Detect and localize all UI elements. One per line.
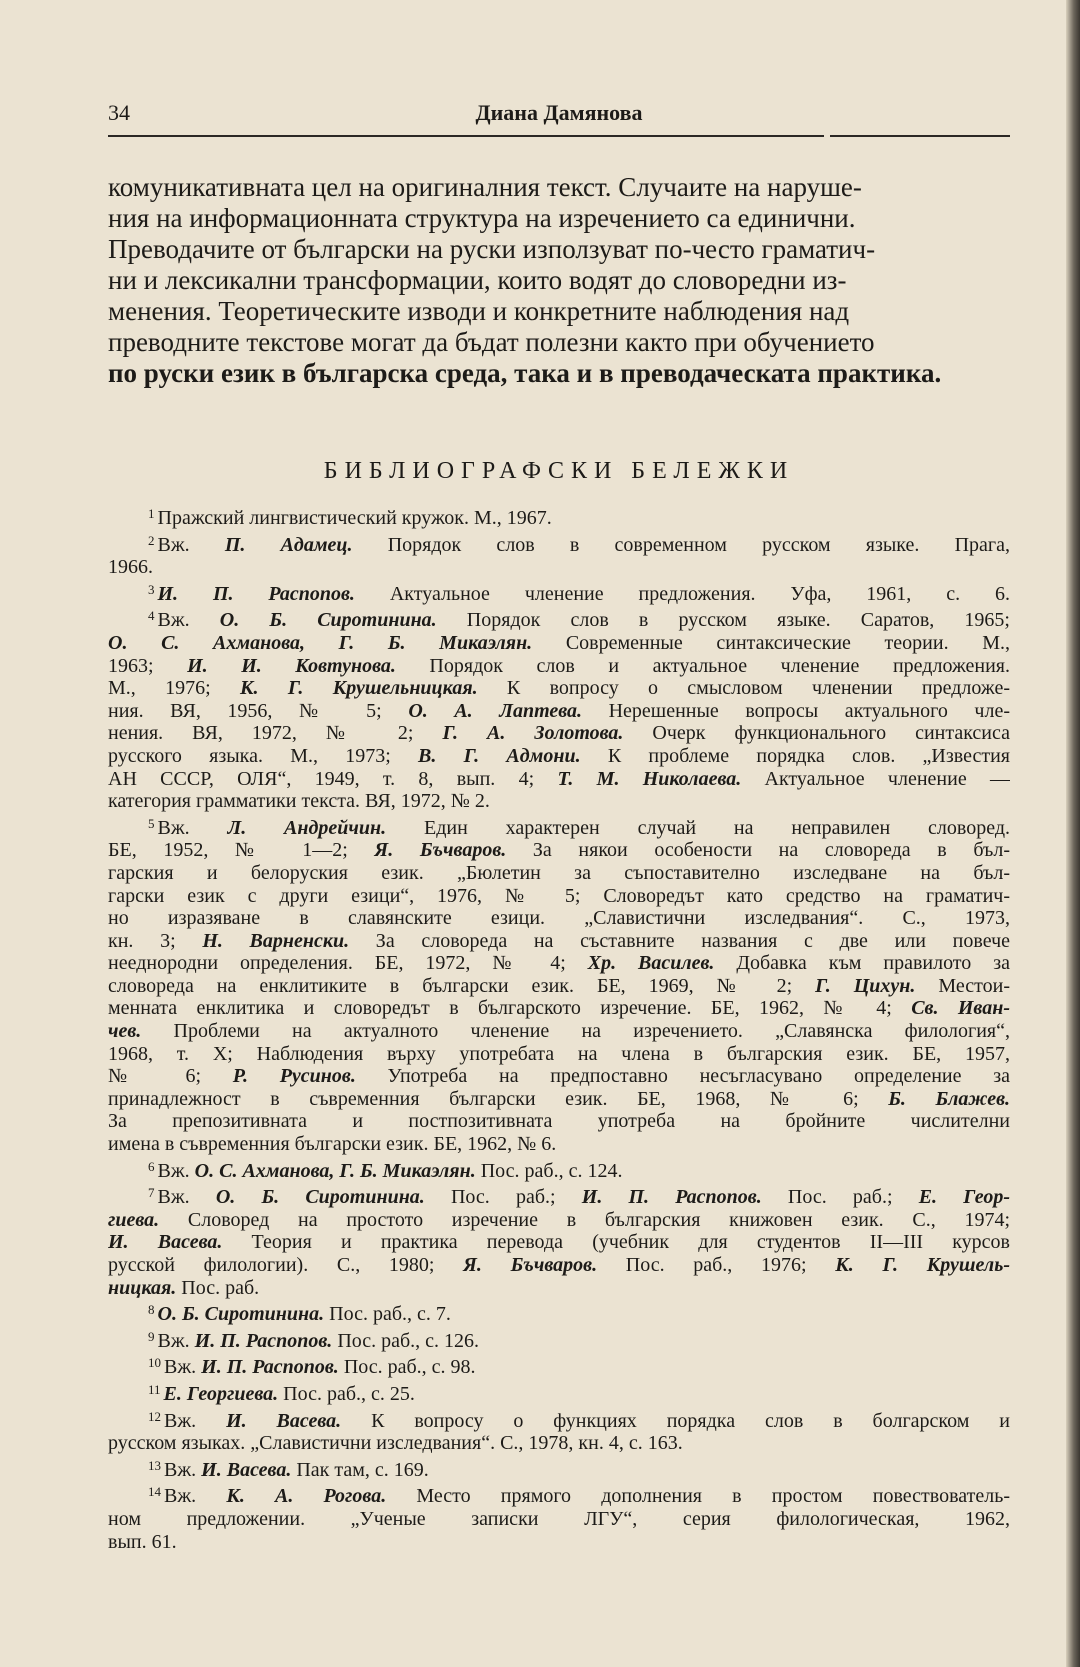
note-text: словореда на енклитиките в български език. БЕ, 1969, № 2;	[108, 974, 816, 997]
author-name: И. Васева.	[201, 1458, 292, 1481]
footnote-7-cont	[108, 1254, 1010, 1277]
author-name: К. А. Рогова.	[226, 1485, 387, 1508]
footnote-13	[108, 1455, 1010, 1482]
footnote-5-cont: 1968, т. X; Наблюдения върху употребата на члена в българския език. БЕ, 1957,	[108, 1042, 1010, 1065]
footnote-number: 2	[148, 532, 155, 548]
footnote-4-cont	[108, 655, 1010, 678]
note-text: Вж.	[164, 1356, 202, 1379]
note-text: 1963;	[108, 654, 188, 677]
author-name: О. Б. Сиротинина.	[157, 1303, 325, 1326]
note-text: Словоред на простото изречение в българския книжовен език. С., 1974;	[159, 1208, 1010, 1231]
body-line: ния на информационната структура на изречението са единични.	[108, 203, 856, 233]
author-name: В. Г. Адмони.	[418, 744, 581, 767]
note-text: Теория и практика перевода (учебник для студентов II—III курсов	[222, 1231, 1010, 1254]
body-line: менения. Теоретическите изводи и конкретните наблюдения над	[108, 296, 850, 326]
footnote-number: 14	[148, 1484, 161, 1500]
body-line: Преводачите от български на руски използуват по-често граматич-	[108, 234, 876, 264]
footnote-10	[108, 1352, 1010, 1379]
body-line: по руски език в българска среда, така и в преводаческата практика.	[108, 358, 942, 388]
footnote-12	[108, 1406, 1010, 1433]
note-text: Вж.	[157, 609, 220, 632]
author-name: О. С. Ахманова, Г. Б. Микаэлян.	[194, 1159, 476, 1182]
note-text: Вж.	[164, 1458, 202, 1481]
footnote-number: 10	[148, 1355, 161, 1371]
footnote-number: 4	[148, 608, 155, 624]
footnote-number: 8	[148, 1302, 155, 1318]
footnote-number: 6	[148, 1158, 155, 1174]
author-name: Н. Варненски.	[202, 929, 350, 952]
header-rule-right	[830, 135, 1010, 137]
note-text: Место прямого дополнения в простом повествователь-	[386, 1485, 1010, 1508]
author-name: Я. Бъчваров.	[374, 839, 507, 862]
footnote-14	[108, 1481, 1010, 1508]
note-text: Пос. раб., с. 126.	[332, 1329, 480, 1352]
note-text: принадлежност в съвременния български език. БЕ, 1968, № 6;	[108, 1087, 889, 1110]
note-text: К вопросу о функциях порядка слов в болгарском и	[341, 1409, 1010, 1432]
book-spine-edge	[1066, 0, 1080, 1667]
bibliography-heading: БИБЛИОГРАФСКИ БЕЛЕЖКИ	[323, 458, 795, 484]
note-text: Вж.	[164, 1485, 227, 1508]
footnote-5-cont: гарския и белоруския език. „Бюлетин за съпоставително изследване на бъл-	[108, 861, 1010, 884]
note-text: Местои-	[915, 974, 1010, 997]
footnote-5-cont: имена в съвременния български език. БЕ, 1962, № 6.	[108, 1133, 557, 1156]
footnote-4-cont	[108, 722, 1010, 745]
author-name: чев.	[108, 1020, 142, 1043]
note-text: Вж.	[157, 1159, 195, 1182]
footnote-4-cont	[108, 700, 1010, 723]
footnote-number: 3	[148, 581, 155, 597]
author-name: И. П. Распопов.	[581, 1186, 762, 1209]
footnote-14-cont: вып. 61.	[108, 1530, 177, 1553]
footnote-14-cont: ном предложении. „Ученые записки ЛГУ“, серия филологическая, 1962,	[108, 1507, 1010, 1530]
note-text: менната енклитика и словоредът в българското изречение. БЕ, 1962, № 4;	[108, 997, 912, 1020]
body-line: комуникативната цел на оригиналния текст. Случаите на наруше-	[108, 172, 862, 202]
footnote-6	[108, 1156, 1010, 1183]
footnote-number: 5	[148, 815, 155, 831]
author-name: О. А. Лаптева.	[408, 699, 583, 722]
note-text: Порядок слов в русском языке. Саратов, 1965;	[436, 609, 1010, 632]
footnote-5-cont	[108, 1088, 1010, 1111]
note-text: Пос. раб., с. 7.	[324, 1303, 451, 1326]
footnote-12-cont: русском языках. „Славистични изследвания“. С., 1978, кн. 4, с. 163.	[108, 1432, 683, 1455]
note-text: № 6;	[108, 1065, 233, 1088]
body-paragraph	[108, 172, 1010, 389]
footnote-8	[108, 1299, 1010, 1326]
footnote-2	[108, 530, 1010, 557]
footnote-7	[108, 1182, 1010, 1209]
note-text: Актуальное членение —	[741, 767, 1010, 790]
note-text: К проблеме порядка слов. „Известия	[580, 744, 1010, 767]
footnote-4-cont	[108, 677, 1010, 700]
note-text: Вж.	[157, 1186, 216, 1209]
footnote-1	[108, 503, 1010, 530]
note-text: За словореда на съставните названия с две или повече	[349, 929, 1010, 952]
footnote-5-cont	[108, 952, 1010, 975]
note-text: Пос. раб., с. 98.	[338, 1356, 476, 1379]
author-name: О. Б. Сиротинина.	[215, 1186, 425, 1209]
note-text: Пражский лингвистический кружок. М., 1967.	[157, 507, 552, 529]
footnote-number: 1	[148, 506, 155, 521]
note-text: Порядок слов и актуальное членение предложения.	[395, 654, 1010, 677]
footnote-4-cont	[108, 768, 1010, 791]
footnote-5-cont	[108, 839, 1010, 862]
footnote-9	[108, 1326, 1010, 1353]
author-name: И. П. Распопов.	[194, 1329, 333, 1352]
footnote-7-cont	[108, 1277, 1010, 1300]
author-name: Е. Геор-	[918, 1186, 1010, 1209]
note-text: Пак там, с. 169.	[291, 1458, 429, 1481]
author-name: О. Б. Сиротинина.	[219, 609, 437, 632]
author-name: Б. Блажев.	[888, 1087, 1010, 1110]
note-text: Вж.	[157, 533, 225, 556]
author-name: П. Адамец.	[224, 533, 353, 556]
body-line: преводните текстове могат да бъдат полезни както при обучението	[108, 327, 875, 357]
note-text: Един характерен случай на неправилен словоред.	[386, 816, 1010, 839]
note-text: Актуальное членение предложения. Уфа, 1961, с. 6.	[354, 582, 1010, 605]
note-text: Современные синтаксические теории. М.,	[532, 631, 1010, 654]
footnote-11	[108, 1379, 1010, 1406]
footnote-5-cont	[108, 1065, 1010, 1088]
author-name: Т. М. Николаева.	[557, 767, 742, 790]
author-name: гиева.	[108, 1208, 160, 1231]
footnote-4-cont: категория грамматики текста. ВЯ, 1972, № 2.	[108, 790, 490, 813]
note-text: Вж.	[157, 816, 228, 839]
footnote-5-cont	[108, 975, 1010, 998]
author-name: Л. Андрейчин.	[227, 816, 387, 839]
note-text: Пос. раб., с. 25.	[278, 1382, 415, 1405]
note-text: русского языка. М., 1973;	[108, 744, 419, 767]
footnote-4-cont	[108, 745, 1010, 768]
note-text: М., 1976;	[108, 677, 240, 700]
author-name: И. П. Распопов.	[157, 582, 355, 605]
footnote-5-cont: но изразяване в славянските езици. „Славистични изследвания“. С., 1973,	[108, 907, 1010, 930]
note-text: Пос. раб.;	[424, 1186, 582, 1209]
header-rule-left	[108, 135, 824, 137]
footnote-5-cont: гарски език с други езици“, 1976, № 5; Словоредът като средство на граматич-	[108, 884, 1010, 907]
note-text: К вопросу о смысловом членении предложе-	[477, 677, 1010, 700]
footnote-4	[108, 605, 1010, 632]
note-text: Употреба на предпоставно несъгласувано определение за	[355, 1065, 1010, 1088]
bibliography-notes	[108, 503, 1010, 1553]
author-name: И. П. Распопов.	[201, 1356, 339, 1379]
running-head	[108, 100, 1010, 130]
footnote-5	[108, 813, 1010, 840]
note-text: Пос. раб.;	[761, 1186, 919, 1209]
author-name: И. Васева.	[108, 1231, 223, 1254]
page-number: 34	[108, 100, 130, 125]
footnote-number: 12	[148, 1408, 161, 1424]
author-name: Г. А. Золотова.	[442, 722, 624, 745]
note-text: Проблеми на актуалното членение на изречението. „Славянска филология“,	[141, 1020, 1010, 1043]
note-text: Нерешенные вопросы актуального чле-	[582, 699, 1010, 722]
author-name: Св. Иван-	[911, 997, 1010, 1020]
author-name: О. С. Ахманова, Г. Б. Микаэлян.	[108, 631, 533, 654]
footnote-number: 11	[148, 1381, 161, 1397]
note-text: Пос. раб.	[176, 1276, 260, 1299]
footnote-3	[108, 579, 1010, 606]
author-name: И. Васева.	[226, 1409, 342, 1432]
note-text: Порядок слов в современном русском языке. Прага,	[352, 533, 1010, 556]
note-text: Вж.	[164, 1409, 227, 1432]
author-name: Е. Георгиева.	[163, 1382, 279, 1405]
author-name: К. Г. Крушельницкая.	[239, 677, 478, 700]
footnote-7-cont	[108, 1231, 1010, 1254]
footnote-2-cont: 1966.	[108, 556, 153, 579]
footnote-number: 9	[148, 1328, 155, 1344]
footnote-4-cont	[108, 632, 1010, 655]
author-name: Р. Русинов.	[232, 1065, 356, 1088]
note-text: Пос. раб., с. 124.	[475, 1159, 623, 1182]
footnote-7-cont	[108, 1209, 1010, 1232]
note-text: Вж.	[157, 1329, 195, 1352]
footnote-number: 13	[148, 1457, 161, 1473]
note-text: Очерк функционального синтаксиса	[623, 722, 1010, 745]
footnote-5-cont	[108, 1020, 1010, 1043]
footnote-5-cont	[108, 997, 1010, 1020]
footnote-5-cont	[108, 930, 1010, 953]
author-name: И. И. Ковтунова.	[187, 654, 396, 677]
note-text: нееднородни определения. БЕ, 1972, № 4;	[108, 952, 588, 975]
note-text: Добавка към правилото за	[714, 952, 1010, 975]
note-text: нения. ВЯ, 1972, № 2;	[108, 722, 443, 745]
footnote-number: 7	[148, 1185, 155, 1201]
note-text: БЕ, 1952, № 1—2;	[108, 839, 375, 862]
note-text: кн. 3;	[108, 929, 203, 952]
author-name: К. Г. Крушель-	[835, 1254, 1010, 1276]
note-text: За някои особености на словореда в бъл-	[506, 839, 1010, 862]
note-text: Пос. раб., 1976;	[597, 1254, 836, 1276]
footnote-5-cont: За препозитивната и постпозитивната употреба на бройните числителни	[108, 1110, 1010, 1133]
author-name: Хр. Василев.	[587, 952, 715, 975]
note-text: русской филологии). С., 1980;	[108, 1254, 464, 1276]
body-line: ни и лексикални трансформации, които водят до словоредни из-	[108, 265, 847, 295]
author-name: Г. Цихун.	[815, 974, 916, 997]
author-name: Я. Бъчваров.	[463, 1254, 598, 1276]
author-name: ницкая.	[108, 1276, 177, 1299]
running-title: Диана Дамянова	[475, 100, 643, 125]
note-text: ния. ВЯ, 1956, № 5;	[108, 699, 409, 722]
note-text: АН СССР, ОЛЯ“, 1949, т. 8, вып. 4;	[108, 767, 558, 790]
